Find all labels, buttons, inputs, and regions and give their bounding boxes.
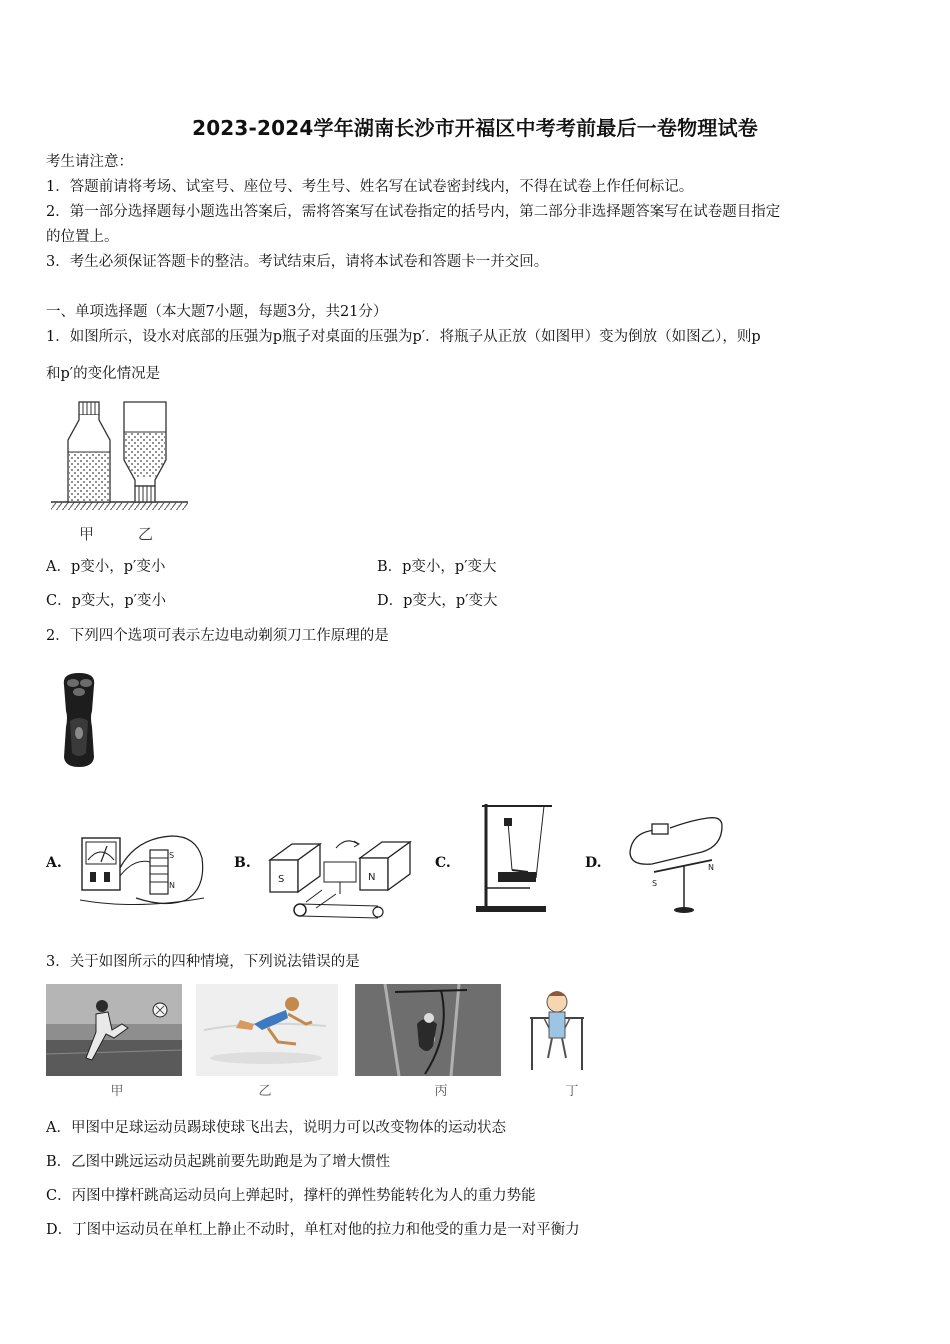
q1-label-yi: 乙 xyxy=(138,525,154,543)
d-needle-s: S xyxy=(652,879,658,888)
q2-option-d-diagram[interactable] xyxy=(622,812,730,916)
q3-photo-jia xyxy=(46,984,182,1076)
magnet-rotating-coil-diagram xyxy=(266,832,412,924)
q2-option-d-label[interactable]: D. xyxy=(585,855,602,871)
q2-option-b-diagram[interactable] xyxy=(266,832,412,924)
q2-option-a-diagram[interactable] xyxy=(76,828,210,910)
q1-option-a[interactable]: A．p变小，p′变小 xyxy=(46,559,166,575)
notice-header: 考生请注意： xyxy=(46,154,133,170)
q3-caption-jia: 甲 xyxy=(110,1084,124,1099)
q2-option-a-label[interactable]: A. xyxy=(46,855,62,871)
q3-photo-yi xyxy=(196,984,338,1076)
shaver-image xyxy=(56,671,102,769)
q1-stem-line2: 和p′的变化情况是 xyxy=(46,366,161,382)
shaver-icon xyxy=(56,671,102,769)
q3-option-a[interactable]: A．甲图中足球运动员踢球使球飞出去，说明力可以改变物体的运动状态 xyxy=(46,1120,506,1136)
coil-magnet-s: S xyxy=(169,851,175,860)
notice-item-2: 2．第一部分选择题每小题选出答案后，需将答案写在试卷指定的括号内，第二部分非选择题答案写在试卷题目指定 xyxy=(46,204,781,220)
soccer-player-photo xyxy=(46,984,182,1076)
q2-option-c-label[interactable]: C. xyxy=(435,855,451,871)
hanging-wire-diagram xyxy=(470,800,556,916)
notice-item-2-cont: 的位置上。 xyxy=(46,229,119,245)
d-needle-n: N xyxy=(708,863,714,872)
q3-option-b[interactable]: B．乙图中跳远运动员起跳前要先助跑是为了增大惯性 xyxy=(46,1154,391,1170)
q1-label-jia: 甲 xyxy=(79,525,95,543)
q3-photo-ding xyxy=(520,984,594,1076)
q1-stem-line1: 1．如图所示，设水对底部的压强为p瓶子对桌面的压强为p′．将瓶子从正放（如图甲）变为倒放（如图乙），则p xyxy=(46,329,761,345)
page-title: 2023-2024学年湖南长沙市开福区中考考前最后一卷物理试卷 xyxy=(192,116,758,140)
q3-option-d[interactable]: D．丁图中运动员在单杠上静止不动时，单杠对他的拉力和他受的重力是一对平衡力 xyxy=(46,1222,580,1238)
q1-bottle-figure xyxy=(46,396,196,546)
q1-option-d[interactable]: D．p变大，p′变大 xyxy=(377,593,498,609)
q3-photo-bing xyxy=(355,984,501,1076)
q3-stem: 3．关于如图所示的四种情境，下列说法错误的是 xyxy=(46,954,360,970)
q3-caption-ding: 丁 xyxy=(565,1084,579,1099)
q1-option-b[interactable]: B．p变小，p′变大 xyxy=(377,559,497,575)
horizontal-bar-cartoon xyxy=(520,984,594,1076)
q3-option-c[interactable]: C．丙图中撑杆跳高运动员向上弹起时，撑杆的弹性势能转化为人的重力势能 xyxy=(46,1188,536,1204)
b-magnet-s: S xyxy=(278,874,285,885)
bottles-illustration xyxy=(46,396,196,546)
long-jump-photo xyxy=(196,984,338,1076)
q3-caption-yi: 乙 xyxy=(258,1084,272,1099)
galvanometer-coil-diagram xyxy=(76,828,210,910)
notice-item-1: 1．答题前请将考场、试室号、座位号、考生号、姓名写在试卷密封线内，不得在试卷上作任何标记。 xyxy=(46,179,694,195)
compass-needle-wire-diagram xyxy=(622,812,730,916)
q2-option-b-label[interactable]: B. xyxy=(234,855,251,871)
q2-option-c-diagram[interactable] xyxy=(470,800,556,916)
q2-stem: 2．下列四个选项可表示左边电动剃须刀工作原理的是 xyxy=(46,628,389,644)
b-magnet-n: N xyxy=(368,872,376,883)
section-heading: 一、单项选择题（本大题7小题，每题3分，共21分） xyxy=(46,304,388,320)
notice-item-3: 3．考生必须保证答题卡的整洁。考试结束后，请将本试卷和答题卡一并交回。 xyxy=(46,254,549,270)
q1-option-c[interactable]: C．p变大，p′变小 xyxy=(46,593,166,609)
pole-vault-photo xyxy=(355,984,501,1076)
coil-magnet-n: N xyxy=(169,881,175,890)
q3-caption-bing: 丙 xyxy=(434,1084,448,1099)
